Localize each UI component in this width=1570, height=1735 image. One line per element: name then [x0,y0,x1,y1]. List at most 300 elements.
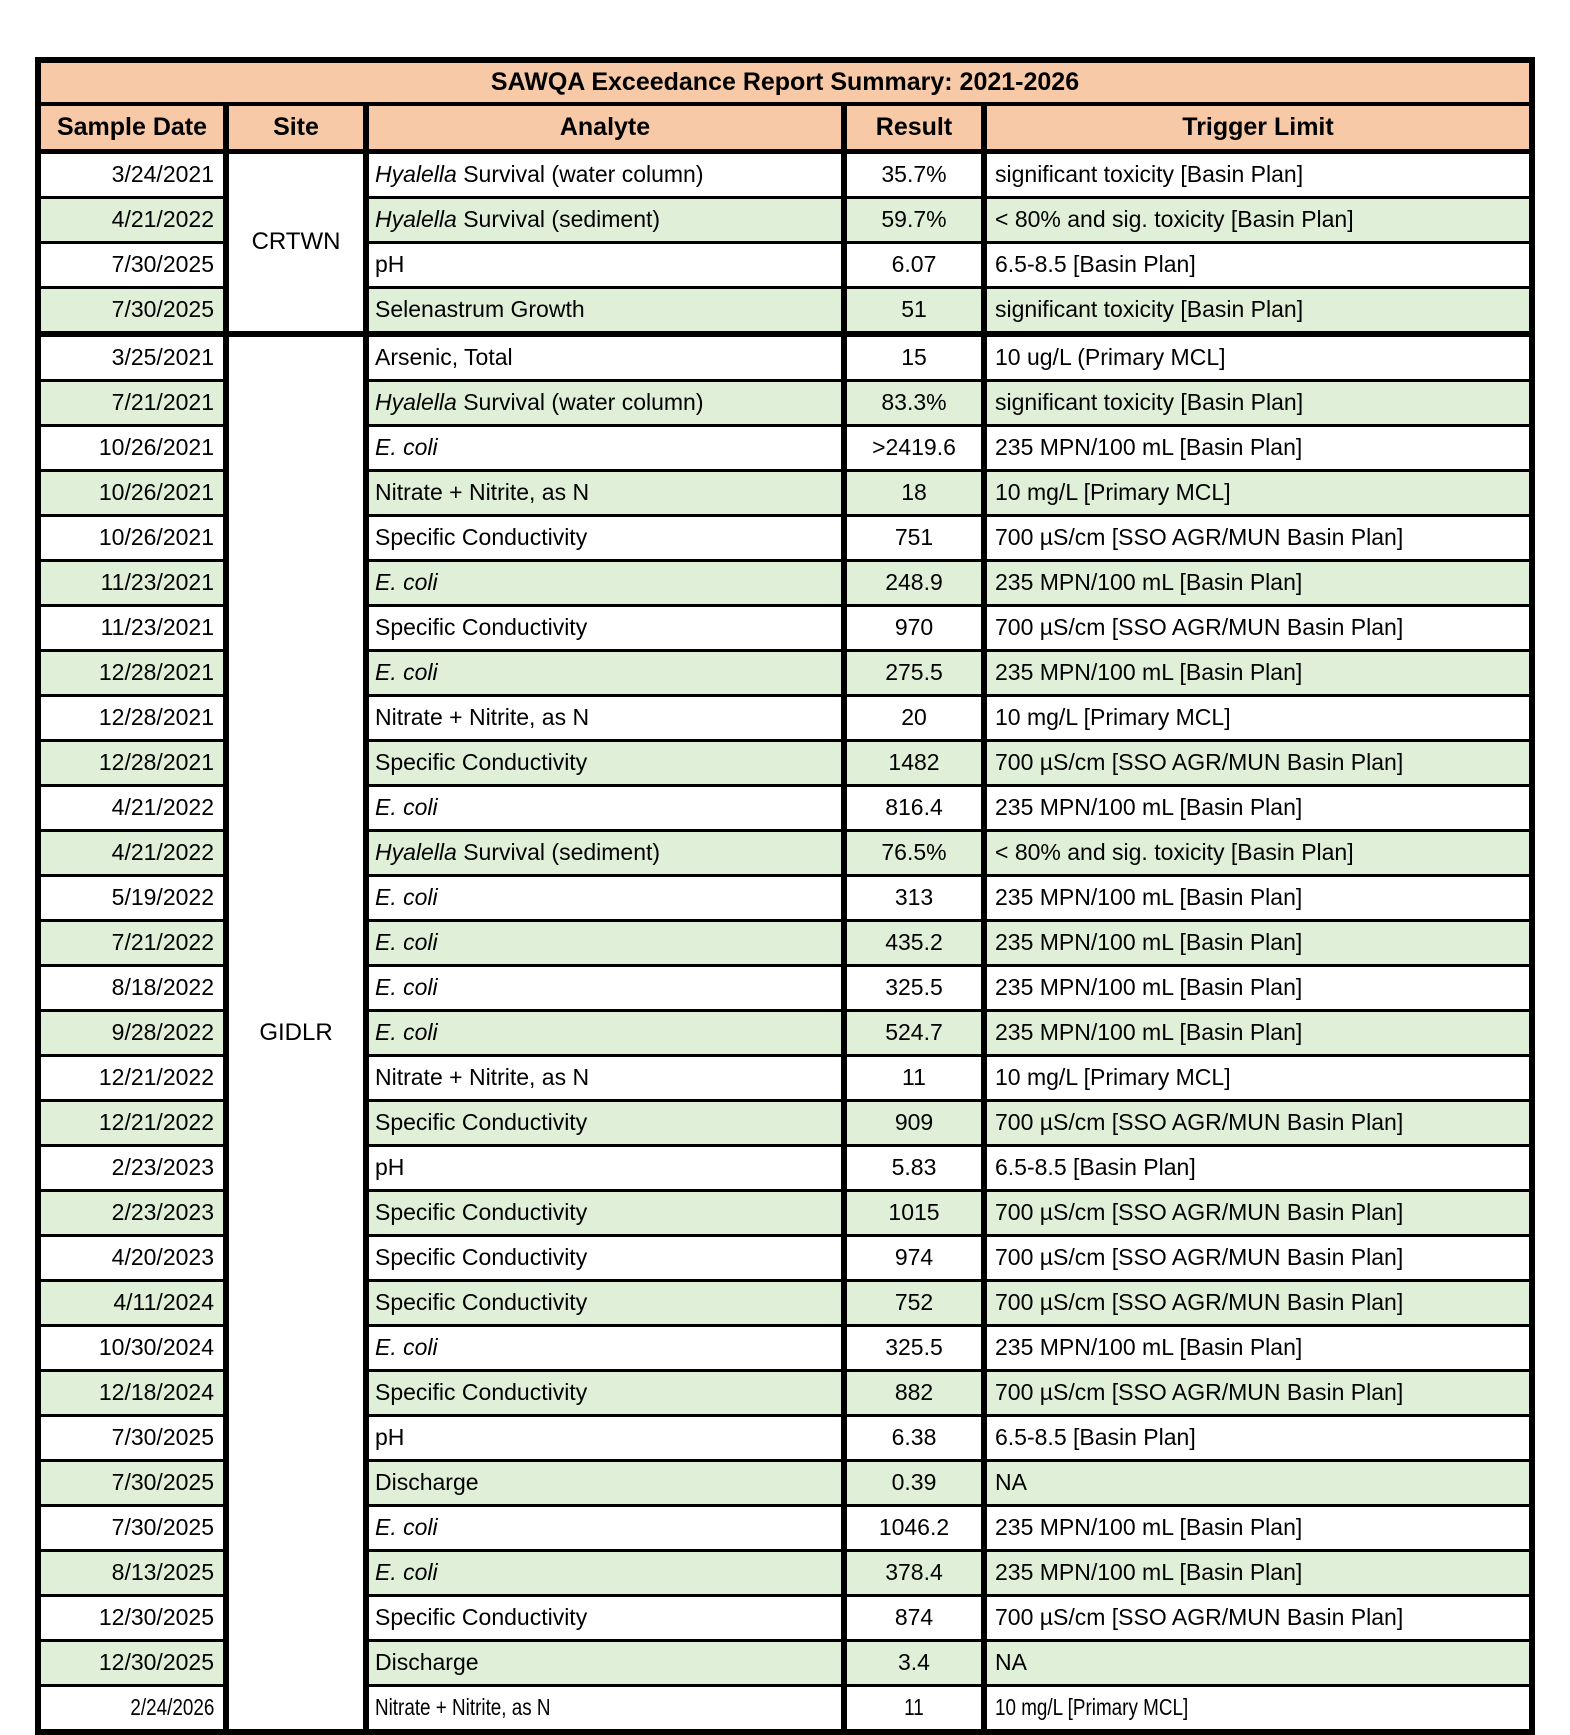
column-header-row [38,104,1532,152]
cell-text: 12/30/2025 [98,1604,214,1631]
cell-text: Discharge [375,1469,479,1496]
sample-date-cell [38,1551,226,1596]
result-cell [844,741,984,786]
analyte-cell [366,966,844,1011]
result-cell [844,1101,984,1146]
result-cell [844,966,984,1011]
analyte-cell [366,1011,844,1056]
cell-text: Specific Conductivity [375,1604,588,1631]
result-cell [844,1371,984,1416]
analyte-cell [366,426,844,471]
analyte-cell [366,786,844,831]
cell-text: 235 MPN/100 mL [Basin Plan] [995,1559,1303,1586]
cell-text: Specific Conductivity [375,1244,588,1271]
sample-date-cell [38,381,226,426]
sample-date-cell [38,334,226,381]
cell-text: 3/24/2021 [111,161,214,188]
trigger-limit-cell [984,651,1532,696]
cell-text: 524.7 [885,1019,943,1046]
analyte-cell [366,152,844,198]
analyte-cell [366,1641,844,1686]
result-cell [844,786,984,831]
sample-date-cell [38,198,226,243]
cell-text: 76.5% [881,839,947,866]
cell-text: Nitrate + Nitrite, as N [375,479,590,506]
cell-text: 7/21/2021 [111,389,214,416]
sample-date-cell [38,1596,226,1641]
result-cell [844,1326,984,1371]
trigger-limit-cell [984,1281,1532,1326]
cell-text: Specific Conductivity [375,1199,588,1226]
trigger-limit-cell [984,831,1532,876]
analyte-cell [366,1326,844,1371]
cell-text: 970 [894,614,934,641]
sample-date-cell [38,1146,226,1191]
cell-text: 700 µS/cm [SSO AGR/MUN Basin Plan] [995,1379,1404,1406]
cell-text: 10 mg/L [Primary MCL] [995,704,1231,731]
result-cell [844,651,984,696]
result-cell [844,561,984,606]
trigger-limit-cell [984,1101,1532,1146]
analyte-italic-text: E. coli [375,929,438,956]
sample-date-cell [38,1101,226,1146]
trigger-limit-cell [984,606,1532,651]
sample-date-cell [38,651,226,696]
exceedance-table [35,57,1535,1735]
cell-text: 7/30/2025 [111,1469,214,1496]
result-cell [844,243,984,288]
analyte-italic-text: Hyalella [375,161,457,188]
sample-date-cell [38,1056,226,1101]
cell-text: 8/18/2022 [111,974,214,1001]
cell-text: 325.5 [885,974,943,1001]
trigger-limit-cell [984,516,1532,561]
cell-text: 11 [904,1694,924,1721]
analyte-italic-text: E. coli [375,434,438,461]
cell-text: 15 [901,344,927,371]
cell-text: Nitrate + Nitrite, as N [375,704,590,731]
cell-text: 5/19/2022 [111,884,214,911]
cell-text: 700 µS/cm [SSO AGR/MUN Basin Plan] [995,1289,1404,1316]
trigger-limit-cell [984,152,1532,198]
trigger-limit-cell [984,1191,1532,1236]
cell-text: pH [375,1424,405,1451]
trigger-limit-cell [984,876,1532,921]
trigger-limit-cell [984,198,1532,243]
analyte-cell [366,831,844,876]
analyte-cell [366,741,844,786]
trigger-limit-cell [984,1461,1532,1506]
cell-text: 235 MPN/100 mL [Basin Plan] [995,659,1303,686]
trigger-limit-cell [984,1641,1532,1686]
cell-text: 235 MPN/100 mL [Basin Plan] [995,1019,1303,1046]
cell-text: 10/26/2021 [98,524,214,551]
cell-text: >2419.6 [872,434,956,461]
analyte-cell [366,651,844,696]
sample-date-cell [38,471,226,516]
cell-text: 882 [894,1379,934,1406]
sample-date-cell [38,1236,226,1281]
trigger-limit-cell [984,471,1532,516]
result-cell [844,1686,984,1733]
cell-text: 700 µS/cm [SSO AGR/MUN Basin Plan] [995,1199,1404,1226]
result-cell [844,381,984,426]
sample-date-cell [38,921,226,966]
cell-text: NA [995,1469,1027,1496]
trigger-limit-cell [984,426,1532,471]
result-cell [844,288,984,335]
cell-text: 20 [901,704,927,731]
cell-text: 2/23/2023 [111,1199,214,1226]
cell-text: 8/13/2025 [111,1559,214,1586]
cell-text: 248.9 [885,569,943,596]
cell-text: Specific Conductivity [375,524,588,551]
cell-text: 10 mg/L [Primary MCL] [995,1064,1231,1091]
analyte-cell [366,1686,844,1733]
cell-text: 12/21/2022 [98,1109,214,1136]
cell-text: 12/28/2021 [98,749,214,776]
trigger-limit-cell [984,1416,1532,1461]
result-cell [844,426,984,471]
result-cell [844,152,984,198]
result-cell [844,1461,984,1506]
cell-text: Specific Conductivity [375,1379,588,1406]
cell-text: GIDLR [259,1018,333,1046]
cell-text: 7/30/2025 [111,251,214,278]
analyte-cell [366,288,844,335]
cell-text: 2/24/2026 [130,1694,214,1721]
cell-text: Specific Conductivity [375,1109,588,1136]
cell-text: Survival (water column) [456,161,704,188]
analyte-cell [366,516,844,561]
sample-date-cell [38,1506,226,1551]
analyte-cell [366,1281,844,1326]
title-row [38,60,1532,104]
sample-date-cell [38,741,226,786]
report-title: SAWQA Exceedance Report Summary: 2021-2026 [38,60,1532,104]
cell-text: 12/18/2024 [98,1379,214,1406]
cell-text: 2/23/2023 [111,1154,214,1181]
trigger-limit-cell [984,561,1532,606]
table-row [38,334,1532,381]
site-cell-gidlr [226,334,366,1732]
cell-text: < 80% and sig. toxicity [Basin Plan] [995,839,1354,866]
cell-text: 1482 [888,749,940,776]
cell-text: 12/28/2021 [98,659,214,686]
cell-text: 235 MPN/100 mL [Basin Plan] [995,974,1303,1001]
cell-text: 874 [894,1604,934,1631]
sample-date-cell [38,1686,226,1733]
cell-text: 3/25/2021 [111,344,214,371]
cell-text: significant toxicity [Basin Plan] [995,161,1304,188]
result-cell [844,606,984,651]
cell-text: 700 µS/cm [SSO AGR/MUN Basin Plan] [995,749,1404,776]
cell-text: 235 MPN/100 mL [Basin Plan] [995,434,1303,461]
result-cell [844,1416,984,1461]
trigger-limit-cell [984,1326,1532,1371]
sample-date-cell [38,1011,226,1056]
cell-text: 7/30/2025 [111,1424,214,1451]
site-cell-crtwn [226,152,366,335]
cell-text: 83.3% [881,389,947,416]
column-header-trigger-limit: Trigger Limit [984,104,1532,152]
cell-text: 6.5-8.5 [Basin Plan] [995,251,1196,278]
result-cell [844,1056,984,1101]
sample-date-cell [38,288,226,335]
result-cell [844,1236,984,1281]
result-cell [844,1011,984,1056]
sample-date-cell [38,831,226,876]
cell-text: 10 ug/L (Primary MCL] [995,344,1226,371]
analyte-cell [366,1056,844,1101]
sample-date-cell [38,1281,226,1326]
trigger-limit-cell [984,1551,1532,1596]
sample-date-cell [38,1641,226,1686]
sample-date-cell [38,1461,226,1506]
cell-text: Arsenic, Total [375,344,513,371]
cell-text: 51 [901,296,927,323]
cell-text: 4/21/2022 [111,794,214,821]
trigger-limit-cell [984,1596,1532,1641]
trigger-limit-cell [984,288,1532,335]
result-cell [844,876,984,921]
column-header-site: Site [226,104,366,152]
cell-text: 4/20/2023 [111,1244,214,1271]
cell-text: < 80% and sig. toxicity [Basin Plan] [995,206,1354,233]
analyte-cell [366,1596,844,1641]
analyte-italic-text: E. coli [375,1559,438,1586]
cell-text: Survival (sediment) [456,206,661,233]
analyte-cell [366,1461,844,1506]
trigger-limit-cell [984,1056,1532,1101]
analyte-cell [366,198,844,243]
cell-text: Nitrate + Nitrite, as N [375,1064,590,1091]
sample-date-cell [38,1191,226,1236]
cell-text: Nitrate + Nitrite, as N [375,1694,551,1721]
result-cell [844,1551,984,1596]
analyte-italic-text: E. coli [375,1019,438,1046]
sample-date-cell [38,876,226,921]
trigger-limit-cell [984,243,1532,288]
cell-text: 11/23/2021 [100,614,214,641]
column-header-result: Result [844,104,984,152]
cell-text: 10/30/2024 [98,1334,214,1361]
analyte-italic-text: E. coli [375,1514,438,1541]
cell-text: pH [375,251,405,278]
trigger-limit-cell [984,966,1532,1011]
cell-text: Discharge [375,1649,479,1676]
table-row [38,152,1532,198]
column-header-sample-date: Sample Date [38,104,226,152]
cell-text: 700 µS/cm [SSO AGR/MUN Basin Plan] [995,614,1404,641]
cell-text: 1015 [888,1199,940,1226]
cell-text: 751 [894,524,934,551]
cell-text: 235 MPN/100 mL [Basin Plan] [995,929,1303,956]
cell-text: 7/21/2022 [111,929,214,956]
cell-text: 7/30/2025 [111,1514,214,1541]
cell-text: 313 [894,884,934,911]
analyte-italic-text: Hyalella [375,206,457,233]
cell-text: 909 [894,1109,934,1136]
cell-text: 1046.2 [878,1514,950,1541]
cell-text: 6.5-8.5 [Basin Plan] [995,1424,1196,1451]
sample-date-cell [38,243,226,288]
trigger-limit-cell [984,741,1532,786]
cell-text: 435.2 [885,929,943,956]
result-cell [844,831,984,876]
cell-text: 11 [902,1064,926,1091]
cell-text: Selenastrum Growth [375,296,585,323]
analyte-italic-text: E. coli [375,659,438,686]
trigger-limit-cell [984,334,1532,381]
result-cell [844,921,984,966]
cell-text: pH [375,1154,405,1181]
cell-text: 6.38 [891,1424,937,1451]
cell-text: 816.4 [885,794,943,821]
result-cell [844,696,984,741]
cell-text: 10/26/2021 [98,479,214,506]
sample-date-cell [38,786,226,831]
cell-text: 4/11/2024 [113,1289,214,1316]
cell-text: 59.7% [881,206,947,233]
result-cell [844,1506,984,1551]
trigger-limit-cell [984,696,1532,741]
analyte-italic-text: Hyalella [375,389,457,416]
sample-date-cell [38,606,226,651]
sample-date-cell [38,1371,226,1416]
cell-text: 7/30/2025 [111,296,214,323]
analyte-italic-text: E. coli [375,1334,438,1361]
analyte-cell [366,1146,844,1191]
cell-text: 10 mg/L [Primary MCL] [995,479,1231,506]
cell-text: 18 [901,479,927,506]
analyte-cell [366,334,844,381]
cell-text: 12/21/2022 [98,1064,214,1091]
result-cell [844,1281,984,1326]
cell-text: 700 µS/cm [SSO AGR/MUN Basin Plan] [995,1109,1404,1136]
cell-text: Survival (sediment) [456,839,661,866]
analyte-cell [366,243,844,288]
result-cell [844,1146,984,1191]
result-cell [844,1596,984,1641]
analyte-italic-text: Hyalella [375,839,457,866]
result-cell [844,334,984,381]
cell-text: 10/26/2021 [98,434,214,461]
cell-text: significant toxicity [Basin Plan] [995,389,1304,416]
cell-text: significant toxicity [Basin Plan] [995,296,1304,323]
analyte-cell [366,876,844,921]
cell-text: 4/21/2022 [111,839,214,866]
analyte-cell [366,1506,844,1551]
cell-text: 235 MPN/100 mL [Basin Plan] [995,884,1303,911]
sample-date-cell [38,696,226,741]
cell-text: Specific Conductivity [375,1289,588,1316]
cell-text: 5.83 [891,1154,937,1181]
cell-text: 6.07 [891,251,937,278]
cell-text: 752 [894,1289,934,1316]
report-table-body [38,152,1532,1733]
result-cell [844,1191,984,1236]
sample-date-cell [38,561,226,606]
analyte-cell [366,1191,844,1236]
trigger-limit-cell [984,1371,1532,1416]
cell-text: 235 MPN/100 mL [Basin Plan] [995,794,1303,821]
analyte-cell [366,921,844,966]
cell-text: CRTWN [251,228,341,256]
analyte-italic-text: E. coli [375,974,438,1001]
cell-text: 235 MPN/100 mL [Basin Plan] [995,1334,1303,1361]
cell-text: 235 MPN/100 mL [Basin Plan] [995,1514,1303,1541]
cell-text: 12/30/2025 [98,1649,214,1676]
result-cell [844,198,984,243]
cell-text: Survival (water column) [456,389,704,416]
analyte-cell [366,696,844,741]
analyte-cell [366,561,844,606]
cell-text: Specific Conductivity [375,749,588,776]
sample-date-cell [38,1326,226,1371]
analyte-cell [366,1551,844,1596]
cell-text: 10 mg/L [Primary MCL] [995,1694,1189,1721]
analyte-cell [366,1416,844,1461]
sample-date-cell [38,1416,226,1461]
cell-text: 700 µS/cm [SSO AGR/MUN Basin Plan] [995,1604,1404,1631]
cell-text: 12/28/2021 [98,704,214,731]
cell-text: 35.7% [881,161,947,188]
trigger-limit-cell [984,1236,1532,1281]
trigger-limit-cell [984,921,1532,966]
cell-text: Specific Conductivity [375,614,588,641]
cell-text: 6.5-8.5 [Basin Plan] [995,1154,1196,1181]
cell-text: 4/21/2022 [111,206,214,233]
trigger-limit-cell [984,381,1532,426]
result-cell [844,1641,984,1686]
cell-text: 378.4 [885,1559,943,1586]
cell-text: 9/28/2022 [111,1019,214,1046]
cell-text: 235 MPN/100 mL [Basin Plan] [995,569,1303,596]
result-cell [844,516,984,561]
trigger-limit-cell [984,1011,1532,1056]
cell-text: 11/23/2021 [100,569,214,596]
trigger-limit-cell [984,1686,1532,1733]
analyte-cell [366,1371,844,1416]
analyte-italic-text: E. coli [375,569,438,596]
analyte-cell [366,471,844,516]
cell-text: 275.5 [885,659,943,686]
cell-text: 0.39 [891,1469,937,1496]
cell-text: 974 [894,1244,934,1271]
result-cell [844,471,984,516]
cell-text: NA [995,1649,1027,1676]
analyte-cell [366,381,844,426]
column-header-analyte: Analyte [366,104,844,152]
analyte-cell [366,1236,844,1281]
trigger-limit-cell [984,786,1532,831]
analyte-cell [366,1101,844,1146]
trigger-limit-cell [984,1146,1532,1191]
cell-text: 700 µS/cm [SSO AGR/MUN Basin Plan] [995,524,1404,551]
analyte-italic-text: E. coli [375,794,438,821]
sample-date-cell [38,152,226,198]
trigger-limit-cell [984,1506,1532,1551]
cell-text: 3.4 [898,1649,930,1676]
sample-date-cell [38,516,226,561]
analyte-italic-text: E. coli [375,884,438,911]
sample-date-cell [38,426,226,471]
cell-text: 325.5 [885,1334,943,1361]
sample-date-cell [38,966,226,1011]
cell-text: 700 µS/cm [SSO AGR/MUN Basin Plan] [995,1244,1404,1271]
analyte-cell [366,606,844,651]
